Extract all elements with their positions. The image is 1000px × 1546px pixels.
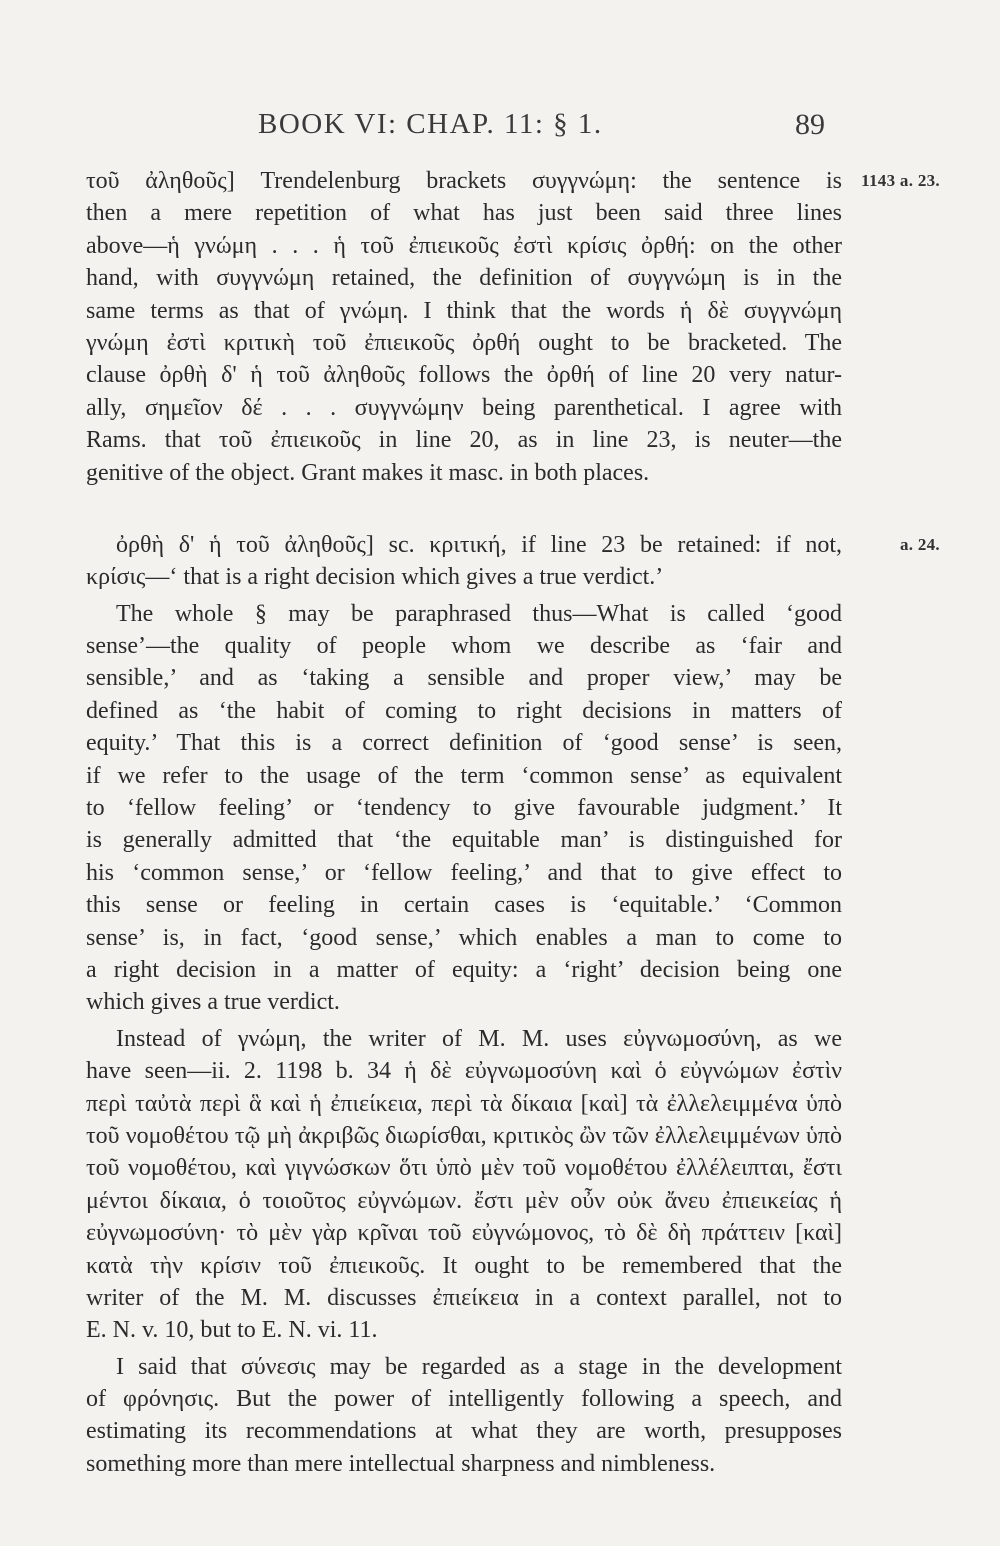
text-line: εὐγνωμοσύνη· τὸ μὲν γὰρ κρῖναι τοῦ εὐγνώμονος, τὸ δὲ δὴ πράττειν [καὶ] bbox=[86, 1220, 842, 1247]
text-line: sensible,’ and as ‘taking a sensible and proper view,’ may be bbox=[86, 665, 842, 692]
text-line: τοῦ νομοθέτου τῷ μὴ ἀκριβῶς διωρίσθαι, κριτικὸς ὢν τῶν ἐλλελειμμένων ὑπὸ bbox=[86, 1122, 842, 1149]
text-line: writer of the M. M. discusses ἐπιείκεια in a context parallel, not to bbox=[86, 1284, 842, 1311]
text-line: γνώμη ἐστὶ κριτικὴ τοῦ ἐπιεικοῦς ὀρθή ought to be bracketed. The bbox=[86, 329, 842, 356]
text-line: something more than mere intellectual sharpness and nimbleness. bbox=[86, 1450, 716, 1477]
text-line: to ‘fellow feeling’ or ‘tendency to give favourable judgment.’ It bbox=[86, 795, 842, 822]
text-line: I said that σύνεσις may be regarded as a stage in the development bbox=[116, 1353, 842, 1380]
running-head bbox=[0, 108, 1000, 148]
text-line: defined as ‘the habit of coming to right decisions in matters of bbox=[86, 697, 842, 724]
text-line: above—ἡ γνώμη . . . ἡ τοῦ ἐπιεικοῦς ἐστὶ κρίσις ὀρθή: on the other bbox=[86, 232, 842, 259]
text-line: κρίσις—‘ that is a right decision which gives a true verdict.’ bbox=[86, 564, 664, 591]
text-line: The whole § may be paraphrased thus—What is called ‘good bbox=[116, 600, 842, 627]
margin-reference: a. 24. bbox=[899, 534, 940, 554]
text-line: ally, σημεῖον δέ . . . συγγνώμην being parenthetical. I agree with bbox=[86, 394, 842, 421]
text-line: τοῦ νομοθέτου, καὶ γιγνώσκων ὅτι ὑπὸ μὲν τοῦ νομοθέτου ἐλλέλειπται, ἔστι bbox=[86, 1155, 842, 1182]
paragraph-gap bbox=[86, 489, 842, 529]
text-line: τοῦ ἀληθοῦς] Trendelenburg brackets συγγνώμη: the sentence is 1143 a. 23. bbox=[86, 165, 842, 197]
page-body bbox=[86, 165, 940, 1480]
running-head-title: BOOK VI: CHAP. 11: § 1. bbox=[258, 108, 603, 140]
text-line: μέντοι δίκαια, ὁ τοιοῦτος εὐγνώμων. ἔστι μὲν οὖν οὐκ ἄνευ ἐπιεικείας ἡ bbox=[86, 1187, 842, 1214]
text-line: genitive of the object. Grant makes it masc. in both places. bbox=[86, 459, 650, 486]
text-line: of φρόνησις. But the power of intelligently following a speech, and bbox=[86, 1386, 842, 1413]
text-line: which gives a true verdict. bbox=[86, 989, 340, 1016]
text-line: hand, with συγγνώμη retained, the definition of συγγνώμη is in the bbox=[86, 265, 842, 292]
text-line: clause ὀρθὴ δ' ἡ τοῦ ἀληθοῦς follows the ὀρθή of line 20 very natur- bbox=[86, 362, 842, 389]
paragraph bbox=[86, 598, 842, 1019]
text-line: E. N. v. 10, but to E. N. vi. 11. bbox=[86, 1317, 378, 1344]
text-line: Instead of γνώμη, the writer of M. M. uses εὐγνωμοσύνη, as we bbox=[116, 1025, 842, 1052]
text-line: sense’—the quality of people whom we describe as ‘fair and bbox=[86, 633, 842, 660]
paragraph bbox=[86, 1023, 842, 1347]
text-line: equity.’ That this is a correct definition of ‘good sense’ is seen, bbox=[86, 730, 842, 757]
text-line: sense’ is, in fact, ‘good sense,’ which enables a man to come to bbox=[86, 924, 842, 951]
text-line: if we refer to the usage of the term ‘common sense’ as equivalent bbox=[86, 762, 842, 789]
margin-reference: 1143 a. 23. bbox=[861, 171, 940, 190]
text-line: his ‘common sense,’ or ‘fellow feeling,’ and that to give effect to bbox=[86, 859, 842, 886]
text-line: κατὰ τὴν κρίσιν τοῦ ἐπιεικοῦς. It ought to be remembered that the bbox=[86, 1252, 842, 1279]
text-line: same terms as that of γνώμη. I think that the words ἡ δὲ συγγνώμη bbox=[86, 297, 842, 324]
text-line: have seen—ii. 2. 1198 b. 34 ἡ δὲ εὐγνωμοσύνη καὶ ὁ εὐγνώμων ἐστὶν bbox=[86, 1058, 842, 1085]
page-number: 89 bbox=[795, 108, 825, 141]
text-line: then a mere repetition of what has just been said three lines bbox=[86, 200, 842, 227]
text-line: is generally admitted that ‘the equitable man’ is distinguished for bbox=[86, 827, 842, 854]
paragraph bbox=[86, 529, 940, 594]
paragraph bbox=[86, 1351, 842, 1481]
text-line: estimating its recommendations at what they are worth, presupposes bbox=[86, 1418, 842, 1445]
text-line: Rams. that τοῦ ἐπιεικοῦς in line 20, as in line 23, is neuter—the bbox=[86, 427, 842, 454]
text-line: περὶ ταὐτὰ περὶ ἃ καὶ ἡ ἐπιείκεια, περὶ τὰ δίκαια [καὶ] τὰ ἐλλελειμμένα ὑπὸ bbox=[86, 1090, 842, 1117]
paragraph bbox=[86, 165, 940, 489]
text-line: ὀρθὴ δ' ἡ τοῦ ἀληθοῦς] sc. κριτική, if line 23 be retained: if not, a. 24. bbox=[86, 529, 842, 561]
text-line: this sense or feeling in certain cases is ‘equitable.’ ‘Common bbox=[86, 892, 842, 919]
text-line: a right decision in a matter of equity: a ‘right’ decision being one bbox=[86, 956, 842, 983]
